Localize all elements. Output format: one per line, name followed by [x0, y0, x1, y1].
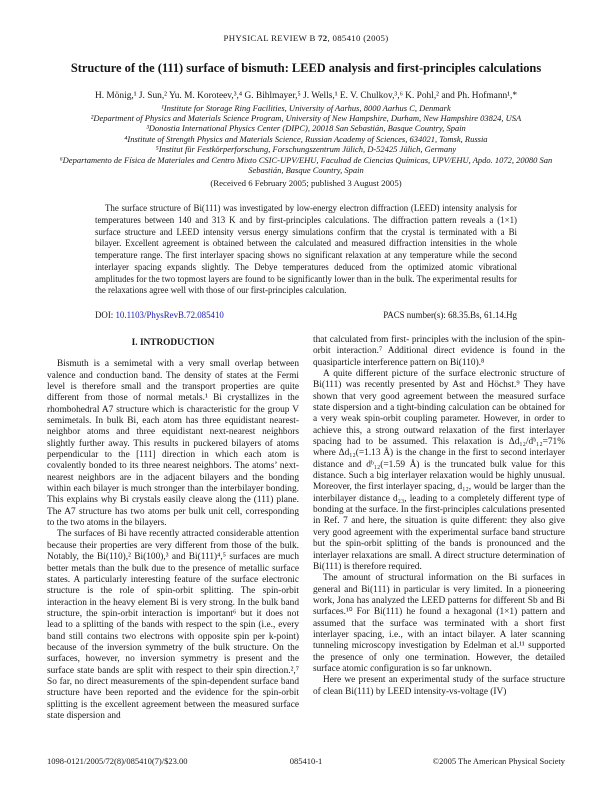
left-column: [47, 335, 299, 722]
body-paragraph: Here we present an experimental study of the surface structure of clean Bi(111) by LEED intensity-vs-voltage (IV): [313, 675, 565, 697]
doi-label: DOI:: [95, 309, 114, 320]
journal-name: PHYSICAL REVIEW B: [223, 33, 319, 43]
affiliation-6: ⁶Departamento de Física de Materiales and Centro Mixto CSIC-UPV/EHU, Facultad de Ciencias Químicas, UPV/EHU, Apdo. 1072, 20080 San Sebastián, Basque Country, Spain: [59, 154, 553, 175]
journal-header: [47, 33, 565, 43]
page-footer: [47, 756, 565, 766]
page-title: Structure of the (111) surface of bismuth: LEED analysis and first-principles calculations: [70, 61, 542, 75]
body-paragraph: The surfaces of Bi have recently attracted considerable attention because their properties are very different from those of the bulk. Notably, the Bi(110),² Bi(100),³ and Bi(111)⁴,⁵ surfaces are much better metals than the bulk due to the presence of metallic surface states. A particularly interesting feature of the surface electronic structure is the role of spin-orbit splitting. The spin-orbit interaction in the heavy element Bi is very strong. In the bulk band structure, the spin-orbit interaction is important⁶ but it does not lead to a splitting of the bands with respect to the spin (i.e., every band still contains two electrons with opposite spin per k-point) because of the inversion symmetry of the bulk structure. On the surfaces, however, no inversion symmetry is present and the surface state bands are split with respect to their spin direction.²,⁷ So far, no direct measurements of the spin-dependent surface band structure have been reported and the evidence for the spin-orbit splitting is the excellent agreement between the measured surface state dispersion and: [47, 529, 299, 721]
journal-volume: 72: [318, 33, 328, 43]
pacs-numbers: PACS number(s): 68.35.Bs, 61.14.Hg: [383, 309, 517, 320]
doi-entry: [95, 310, 224, 320]
journal-issue-info: , 085410 (2005): [327, 33, 389, 43]
received-dates: (Received 6 February 2005; published 3 August 2005): [210, 178, 402, 189]
right-column: [313, 335, 565, 722]
doi-pacs-row: [95, 310, 517, 320]
body-paragraph: The amount of structural information on the Bi surfaces in general and Bi(111) in particular is very limited. In a pioneering work, Jona has analyzed the LEED patterns for different Sb and Bi surfaces.¹⁰ For Bi(111) he found a hexagonal (1×1) pattern and assumed that the surface was terminated with a short first interlayer spacing, i.e., with an intact bilayer. A later scanning tunneling microscopy investigation by Edelman et al.¹¹ supported the presence of only one termination. However, the detailed surface atomic configuration is so far unknown.: [313, 573, 565, 674]
section-heading-introduction: I. INTRODUCTION: [131, 337, 215, 348]
affiliation-1: ¹Institute for Storage Ring Facilities, University of Aarhus, 8000 Aarhus C, Denmark: [161, 102, 451, 113]
affiliation-5: ⁵Institut für Festkörperforschung, Forschungszentrum Jülich, D-52425 Jülich, Germany: [155, 144, 457, 155]
page-number: 085410-1: [289, 756, 323, 766]
body-paragraph: Bismuth is a semimetal with a very small overlap between valence and conduction band. The density of states at the Fermi level is therefore small and the transport properties are quite different from those of normal metals.¹ Bi crystallizes in the rhombohedral A7 structure which is characteristic for the group V semimetals. In bulk Bi, each atom has three equidistant nearest-neighbor atoms and three equidistant next-nearest neighbors slightly further away. This results in puckered bilayers of atoms perpendicular to the [111] direction in which each atom is covalently bonded to its three nearest neighbors. The atoms’ next-nearest neighbors are in the adjacent bilayers and the bonding within each bilayer is much stronger than the interbilayer bonding. This explains why Bi crystals easily cleave along the (111) plane. The A7 structure has two atoms per bulk unit cell, corresponding to the two atoms in the bilayers.: [47, 359, 299, 529]
body-paragraph: A quite different picture of the surface electronic structure of Bi(111) was recently presented by Ast and Höchst.⁹ They have shown that very good agreement between the measured surface state dispersion and a tight-binding calculation can be obtained for a very weak spin-orbit coupling parameter. However, in order to achieve this, a strong outward relaxation of the first interlayer spacing had to be assumed. This relaxation is Δd₁₂/dᵇ₁₂=71% where Δd₁₂(=1.13 Å) is the change in the first to second interlayer distance and dᵇ₁₂(=1.59 Å) is the truncated bulk value for this distance. Such a big interlayer relaxation would be highly unusual. Moreover, the first interlayer spacing, d₁₂, would be larger than the interbilayer distance d₂₃, leading to a completely different type of bonding at the surface. In the first-principles calculations presented in Ref. 7 and here, the situation is quite different: they also give very good agreement with the experimental surface band structure but the spin-orbit splitting of the bands is pronounced and the interlayer relaxations are small. A direct structure determination of Bi(111) is therefore required.: [313, 369, 565, 572]
doi-link[interactable]: 10.1103/PhysRevB.72.085410: [115, 309, 224, 320]
body-columns: [47, 335, 565, 722]
author-line: H. Mönig,¹ J. Sun,² Yu. M. Koroteev,³,⁴ G. Bihlmayer,⁵ J. Wells,¹ E. V. Chulkov,³,⁶ K. Pohl,² and Ph. Hofmann¹,*: [94, 90, 518, 101]
copyright-holder: ©2005 The American Physical Society: [432, 756, 565, 766]
copyright-code: 1098-0121/2005/72(8)/085410(7)/$23.00: [47, 756, 188, 766]
affiliation-2: ²Department of Physics and Materials Science Program, University of New Hampshire, Durham, New Hampshire 03824, USA: [90, 112, 522, 123]
affiliation-list: [47, 103, 565, 176]
affiliation-4: ⁴Institute of Strength Physics and Materials Science, Russian Academy of Sciences, 634021, Tomsk, Russia: [124, 133, 488, 144]
abstract-text: The surface structure of Bi(111) was investigated by low-energy electron diffraction (LEED) intensity analysis for temperatures between 140 and 313 K and by first-principles calculations. The diffraction pattern reveals a (1×1) surface structure and LEED intensity versus energy simulations confirm that the crystal is terminated with a Bi bilayer. Excellent agreement is obtained between the calculated and measured diffraction intensities in the whole temperature range. The first interlayer spacing shows no significant relaxation at any temperature while the second interlayer spacing expands slightly. The Debye temperatures deduced from the optimized atomic vibrational amplitudes for the two topmost layers are found to be significantly lower than in the bulk. The experimental results for the relaxations agree well with those of our first-principles calculation.: [95, 203, 517, 296]
affiliation-3: ³Donostia International Physics Center (DIPC), 20018 San Sebastián, Basque Country, Spain: [146, 123, 466, 134]
body-paragraph: that calculated from first- principles with the inclusion of the spin-orbit interaction.⁷ Additional direct evidence is found in the quasiparticle interference pattern on Bi(110).⁸: [313, 334, 565, 368]
